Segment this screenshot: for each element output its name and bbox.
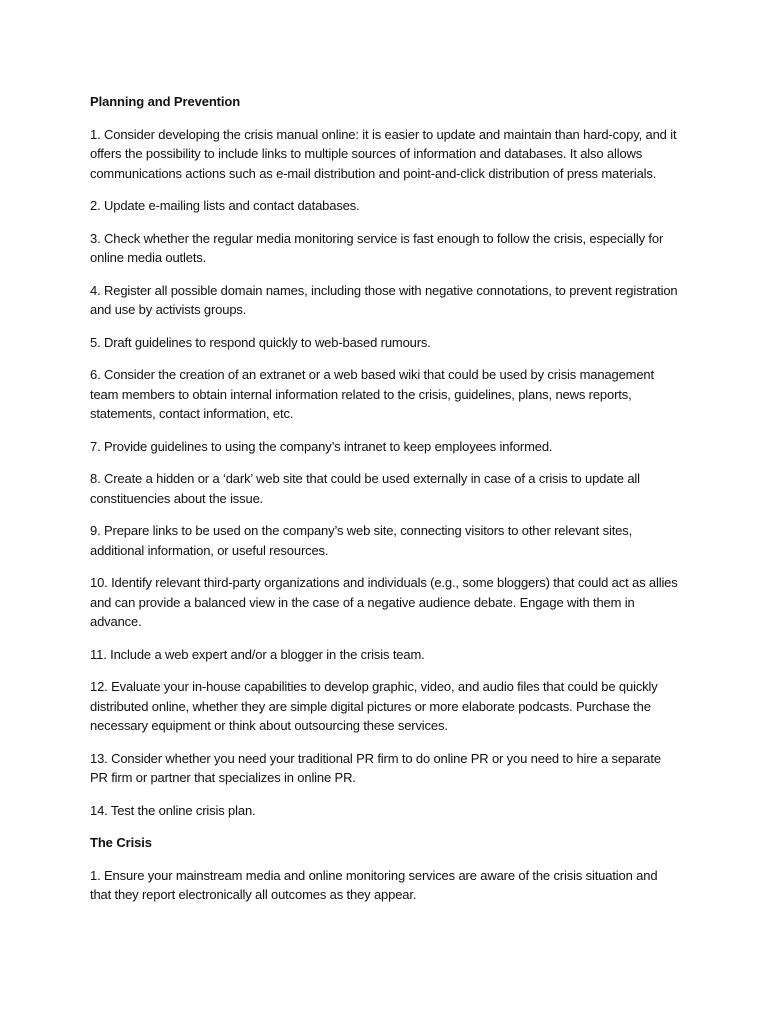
list-item: 14. Test the online crisis plan.	[90, 802, 256, 818]
section-heading-crisis: The Crisis	[90, 835, 152, 850]
list-item: 10. Identify relevant third-party organizations and individuals (e.g., some bloggers) that could act as allies and can provide a balanced view in the case of a negative audience debate. Engage with them in advance.	[90, 575, 678, 629]
list-item: 6. Consider the creation of an extranet or a web based wiki that could be used by crisis management team members to obtain internal information related to the crisis, guidelines, plans, news reports, statements, contact information, etc.	[90, 367, 654, 421]
list-item: 4. Register all possible domain names, including those with negative connotations, to prevent registration and use by activists groups.	[90, 282, 678, 317]
list-item: 13. Consider whether you need your traditional PR firm to do online PR or you need to hire a separate PR firm or partner that specializes in online PR.	[90, 750, 661, 785]
list-item: 9. Prepare links to be used on the company’s web site, connecting visitors to other relevant sites, additional information, or useful resources.	[90, 523, 633, 558]
list-item: 1. Consider developing the crisis manual online: it is easier to update and maintain than hard-copy, and it offers the possibility to include links to multiple sources of information and databases. It also allows communications actions such as e-mail distribution and point-and-click distribution of press materials.	[90, 126, 677, 181]
list-item: 11. Include a web expert and/or a blogger in the crisis team.	[90, 646, 425, 662]
list-item: 2. Update e-mailing lists and contact databases.	[90, 198, 360, 213]
list-item: 12. Evaluate your in-house capabilities to develop graphic, video, and audio files that could be quickly distributed online, whether they are simple digital pictures or more elaborate podcasts. Purchase the necessary equipment or think about outsourcing these services.	[90, 679, 658, 733]
section-heading-planning: Planning and Prevention	[90, 94, 241, 109]
list-item: 5. Draft guidelines to respond quickly to web-based rumours.	[90, 334, 431, 350]
list-item: 8. Create a hidden or a ‘dark’ web site that could be used externally in case of a crisis to update all constituencies about the issue.	[90, 471, 640, 506]
list-item: 7. Provide guidelines to using the company’s intranet to keep employees informed.	[90, 438, 553, 454]
document-page	[90, 92, 680, 918]
list-item: 3. Check whether the regular media monitoring service is fast enough to follow the crisis, especially for online media outlets.	[90, 230, 664, 265]
list-item: 1. Ensure your mainstream media and online monitoring services are aware of the crisis situation and that they report electronically all outcomes as they appear.	[90, 867, 658, 902]
